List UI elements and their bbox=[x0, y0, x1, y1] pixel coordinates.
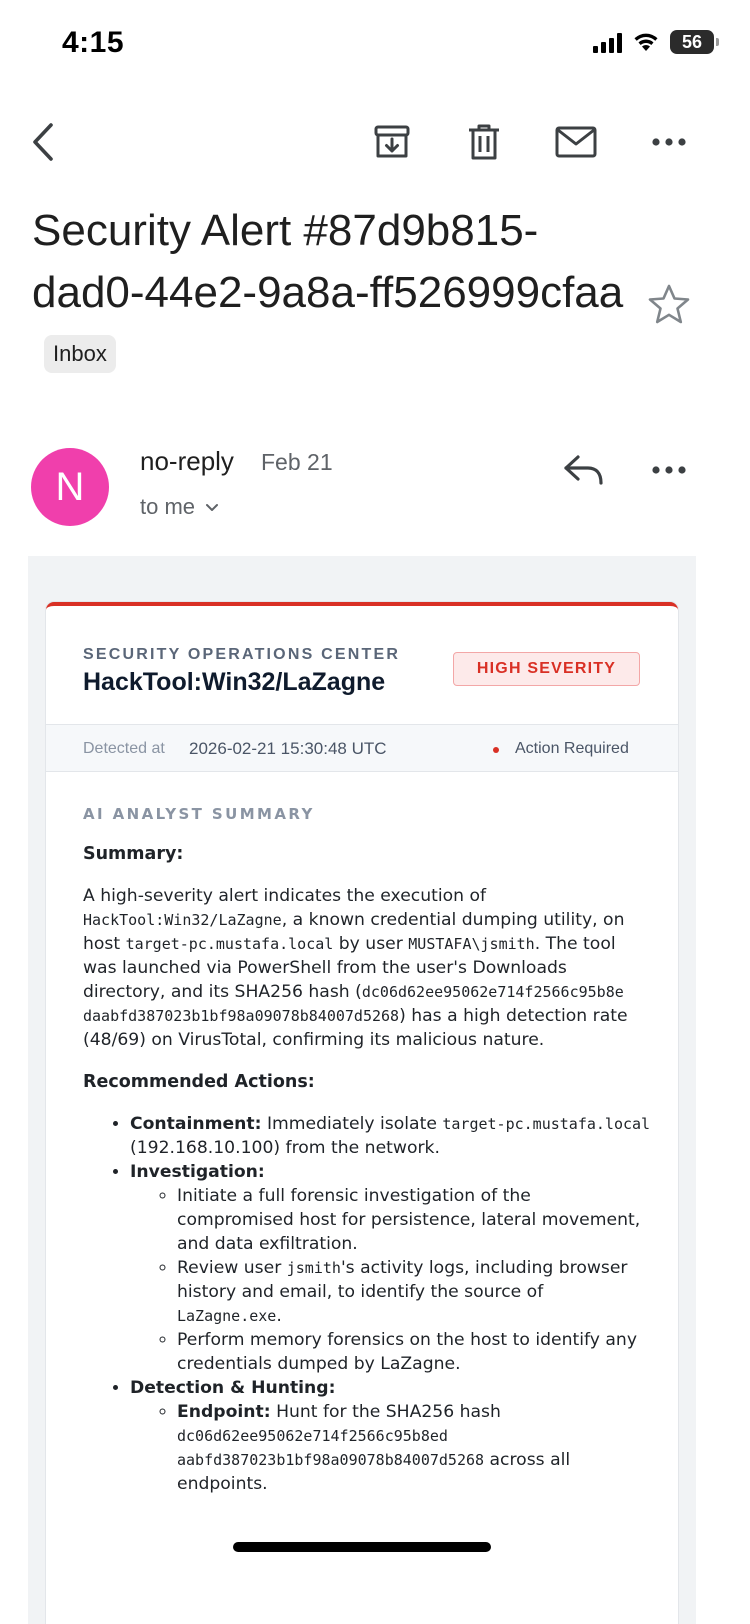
status-dot bbox=[493, 747, 499, 753]
list-text: Review user bbox=[177, 1258, 287, 1278]
home-indicator[interactable] bbox=[233, 1542, 491, 1552]
list-item bbox=[130, 1112, 653, 1160]
list-text: . bbox=[276, 1306, 282, 1326]
list-text: Immediately isolate bbox=[261, 1114, 443, 1134]
mark-unread-button[interactable] bbox=[550, 116, 602, 168]
user-code: jsmith bbox=[286, 1259, 341, 1277]
summary-text: A high-severity alert indicates the execution of bbox=[83, 886, 487, 906]
host-code: target-pc.mustafa.local bbox=[125, 935, 334, 953]
action-status: Action Required bbox=[515, 740, 629, 757]
more-horizontal-icon bbox=[646, 452, 692, 488]
org-label: SECURITY OPERATIONS CENTER bbox=[83, 646, 401, 663]
detected-label: Detected at bbox=[83, 740, 165, 757]
actions-heading: Recommended Actions: bbox=[83, 1072, 315, 1092]
list-text: (192.168.10.100) from the network. bbox=[130, 1138, 440, 1158]
wifi-icon bbox=[632, 31, 660, 53]
status-indicators bbox=[593, 30, 714, 54]
list-text: 's activity logs, including browser history and email, to identify the source of bbox=[177, 1258, 628, 1302]
analyst-summary bbox=[83, 802, 653, 1496]
summary-paragraph bbox=[83, 884, 653, 1052]
list-item: ◦ Perform memory forensics on the host to identify any credentials dumped by LaZagne. bbox=[177, 1328, 653, 1376]
alert-card bbox=[46, 602, 678, 1624]
more-horizontal-icon bbox=[652, 138, 686, 146]
recipients-toggle[interactable] bbox=[140, 494, 219, 520]
hash-code: dc06d62ee95062e714f2566c95b8ed aabfd387023b1bf98a09078b84007d5268 bbox=[177, 1427, 485, 1469]
file-code: LaZagne.exe bbox=[177, 1307, 277, 1325]
hunting-label: Detection & Hunting: bbox=[130, 1378, 336, 1398]
list-text: Hunt for the SHA256 hash bbox=[270, 1402, 501, 1422]
email-toolbar bbox=[0, 110, 750, 170]
endpoint-label: Endpoint: bbox=[177, 1402, 271, 1422]
cellular-signal-icon bbox=[593, 31, 622, 53]
threat-code: HackTool:Win32/LaZagne bbox=[83, 911, 282, 929]
status-bar bbox=[0, 0, 750, 90]
back-button[interactable] bbox=[18, 116, 70, 168]
chevron-down-icon bbox=[205, 503, 219, 512]
summary-text: ) has a high detection rate (48/69) on VirusTotal, confirming its malicious nature. bbox=[83, 1006, 628, 1050]
archive-button[interactable] bbox=[366, 116, 418, 168]
battery-indicator: 56 bbox=[670, 30, 714, 54]
list-item bbox=[130, 1376, 653, 1496]
list-item bbox=[130, 1160, 653, 1376]
star-icon bbox=[648, 284, 690, 324]
archive-icon bbox=[373, 123, 411, 161]
list-item: ◦ Initiate a full forensic investigation of the compromised host for persistence, lateral movement, and data exfiltration. bbox=[177, 1184, 653, 1256]
status-time: 4:15 bbox=[62, 26, 125, 59]
section-label: AI ANALYST SUMMARY bbox=[83, 805, 315, 823]
recipients-text: to me bbox=[140, 494, 196, 519]
list-item bbox=[177, 1400, 653, 1496]
summary-text: . The tool was launched via PowerShell from the user's Downloads directory, and its SHA256 hash ( bbox=[83, 934, 616, 1002]
investigation-list bbox=[130, 1184, 653, 1376]
delete-button[interactable] bbox=[458, 116, 510, 168]
detected-timestamp: 2026-02-21 15:30:48 UTC bbox=[189, 739, 387, 758]
email-date: Feb 21 bbox=[261, 449, 333, 475]
host-code: target-pc.mustafa.local bbox=[442, 1115, 651, 1133]
sender-name[interactable]: no-reply bbox=[140, 446, 234, 476]
severity-badge: HIGH SEVERITY bbox=[453, 652, 640, 686]
mail-icon bbox=[555, 126, 597, 158]
summary-text: , a known credential dumping utility, on host bbox=[83, 910, 625, 954]
subject-text: Security Alert #87d9b815-dad0-44e2-9a8a-ff526999cfaa bbox=[32, 206, 624, 317]
summary-text: by user bbox=[333, 934, 409, 954]
sender-avatar[interactable]: N bbox=[31, 448, 109, 526]
summary-heading: Summary: bbox=[83, 844, 184, 864]
chevron-left-icon bbox=[29, 122, 59, 162]
star-button[interactable] bbox=[648, 284, 690, 329]
inbox-label-chip[interactable]: Inbox bbox=[44, 335, 116, 373]
detection-meta-row bbox=[46, 724, 678, 772]
hash-code: dc06d62ee95062e714f2566c95b8e daabfd387023b1bf98a09078b84007d5268 bbox=[83, 983, 624, 1025]
list-text: across all endpoints. bbox=[177, 1450, 571, 1494]
reply-button[interactable] bbox=[562, 452, 608, 493]
user-code: MUSTAFA\jsmith bbox=[408, 935, 535, 953]
threat-name: HackTool:Win32/LaZagne bbox=[83, 668, 386, 696]
list-item bbox=[177, 1256, 653, 1328]
hunting-list bbox=[130, 1400, 653, 1496]
containment-label: Containment: bbox=[130, 1114, 262, 1134]
message-more-button[interactable] bbox=[646, 452, 692, 493]
email-subject bbox=[32, 200, 632, 386]
reply-icon bbox=[562, 452, 608, 488]
actions-list bbox=[83, 1112, 653, 1496]
investigation-label: Investigation: bbox=[130, 1162, 265, 1182]
more-options-button[interactable] bbox=[643, 116, 695, 168]
trash-icon bbox=[467, 123, 501, 161]
